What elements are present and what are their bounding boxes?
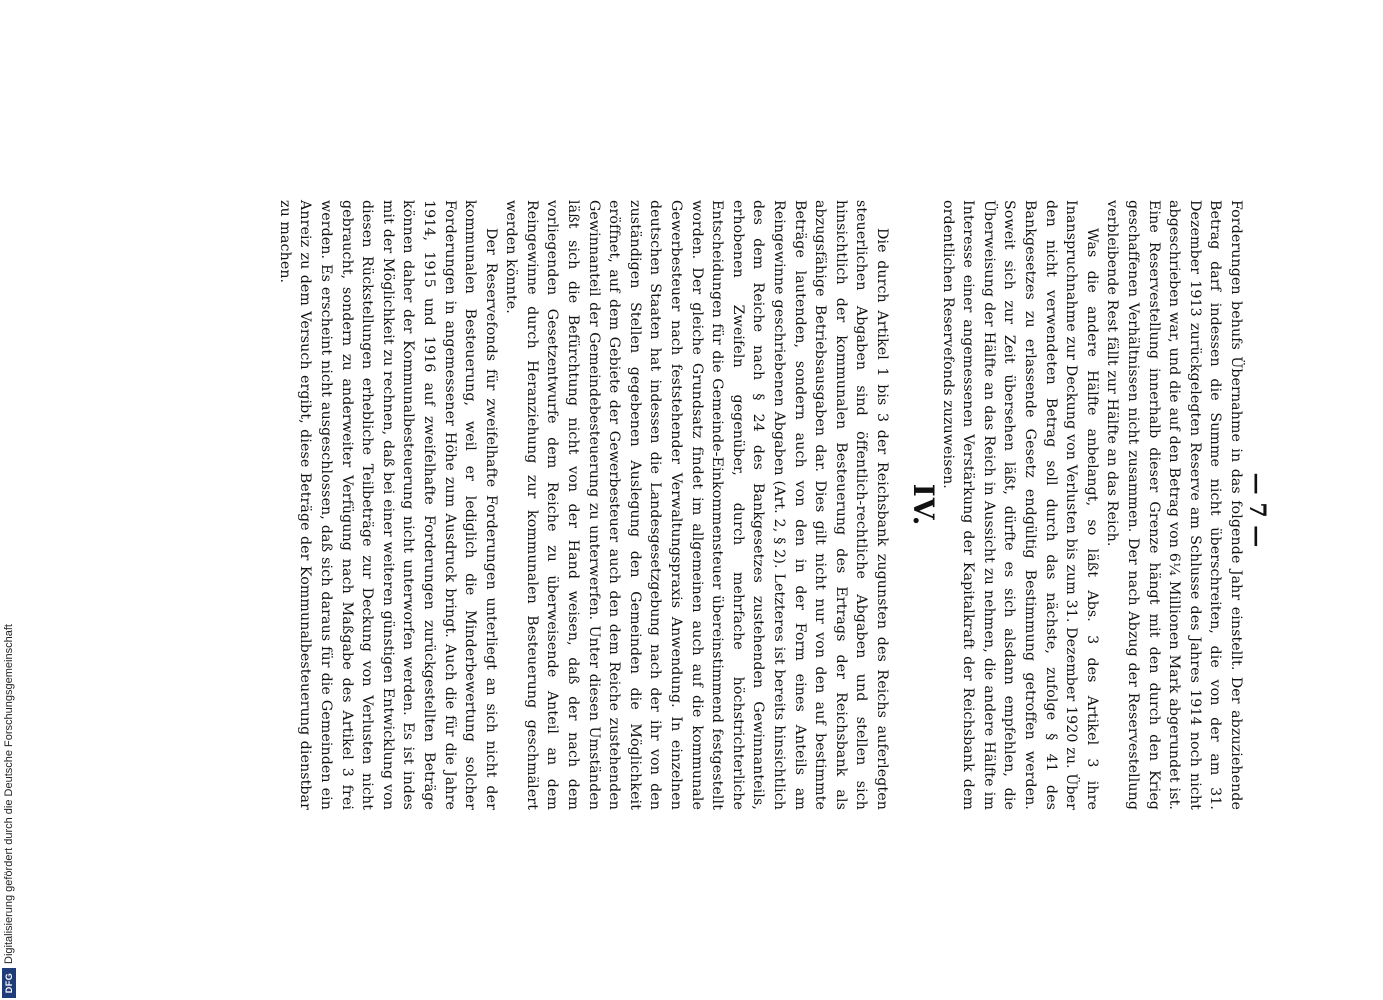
top-text-block [937,200,1246,810]
funding-sidebar [0,0,22,1000]
funding-note-text: Digitalisierung gefördert durch die Deutsche Forschungsgemeinschaft [3,624,15,964]
paragraph: Die durch Artikel 1 bis 3 der Reichsbank zugunsten des Reichs auferlegten steuerlichen Abgaben sind öffentlich-rechtliche Abgaben und stellen sich hinsichtlich der kommunalen Besteuerung des Ertrags der Reichsbank als abzugsfähige Betriebsausgaben dar. Dies gilt nicht nur von den auf bestimmte Beträge lautenden, sondern auch von den in der Form eines Anteils am Reingewinne geschriebenen Abgaben (Art. 2, § 2). Letzteres ist bereits hinsichtlich des dem Reiche nach § 24 des Bankgesetzes zustehenden Gewinnanteils, erhobenen Zweifeln gegenüber, durch mehrfache höchstrichterliche Entscheidungen für die Gemeinde-Einkommensteuer übereinstimmend festgestellt worden. Der gleiche Grundsatz findet im allgemeinen auch auf die kommunale Gewerbesteuer nach feststehender Verwaltungspraxis Anwendung. In einzelnen deutschen Staaten hat indessen die Landesgesetzgebung nach der ihr von den zuständigen Stellen gegebenen Auslegung den Gemeinden die Möglichkeit eröffnet, auf dem Gebiete der Gewerbesteuer auch den dem Reiche zustehenden Gewinnanteil der Gemeindebesteuerung zu unterwerfen. Unter diesen Umständen läßt sich die Befürchtung nicht von der Hand weisen, daß der nach dem vorliegenden Gesetzentwurfe dem Reiche zu überweisende Anteil an dem Reingewinne durch Heranziehung zur kommunalen Besteuerung geschmälert werden könnte. [503,200,890,810]
page-number: — 7 — [1244,472,1270,548]
dfg-logo: DFG [2,968,16,998]
paragraph: Was die andere Hälfte anbelangt, so läßt Abs. 3 des Artikel 3 ihre Inanspruchnahme zur Deckung von Verlusten bis zum 31. Dezember 1920 zu. Über den nicht verwendeten Betrag soll durch das nächste, zufolge § 41 des Bankgesetzes zu erlassende Gesetz endgültig Bestimmung getroffen werden. Soweit sich zur Zeit übersehen läßt, dürfte es sich alsdann empfehlen, die Überweisung der Hälfte an das Reich in Aussicht zu nehmen, die andere Hälfte im Interesse einer angemessenen Verstärkung der Kapitalkraft der Reichsbank dem ordentlichen Reservefonds zuzuweisen. [939,200,1100,810]
paragraph: Forderungen behufs Übernahme in das folgende Jahr einstellt. Der abzuziehende Betrag darf indessen die Summe nicht überschreiten, die von der am 31. Dezember 1913 zurückgelegten Reserve am Schlusse des Jahres 1914 noch nicht abgeschrieben war, und die auf den Betrag von 6¼ Millionen Mark abgerundet ist. Eine Reservestellung innerhalb dieser Grenze hängt mit den durch den Krieg geschaffenen Verhältnissen nicht zusammen. Der nach Abzug der Reservestellung verbleibende Rest fällt zur Hälfte an das Reich. [1104,200,1244,810]
main-text-block [274,200,892,810]
funding-note [2,624,16,998]
paragraph: Der Reservefonds für zweifelhafte Forderungen unterliegt an sich nicht der kommunalen Besteuerung, weil er lediglich die Minderbewertung solcher Forderungen in angemessener Höhe zum Ausdruck bringt. Auch die für die Jahre 1914, 1915 und 1916 auf zweifelhafte Forderungen zurückgestellten Beträge können daher der Kommunalbesteuerung nicht unterworfen werden. Es ist indes mit der Möglichkeit zu rechnen, daß bei einer weiteren günstigen Entwicklung von diesen Rückstellungen erhebliche Teilbeträge zur Deckung von Verlusten nicht gebraucht, sondern zu anderweiter Verfügung nach Maßgabe des Artikel 3 frei werden. Es erscheint nicht ausgeschlossen, daß sich daraus für die Gemeinden ein Anreiz zu dem Versuch ergibt, diese Beträge der Kommunalbesteuerung dienstbar zu machen. [276,200,499,810]
scanned-page [120,140,1270,870]
section-heading: IV. [907,483,940,527]
